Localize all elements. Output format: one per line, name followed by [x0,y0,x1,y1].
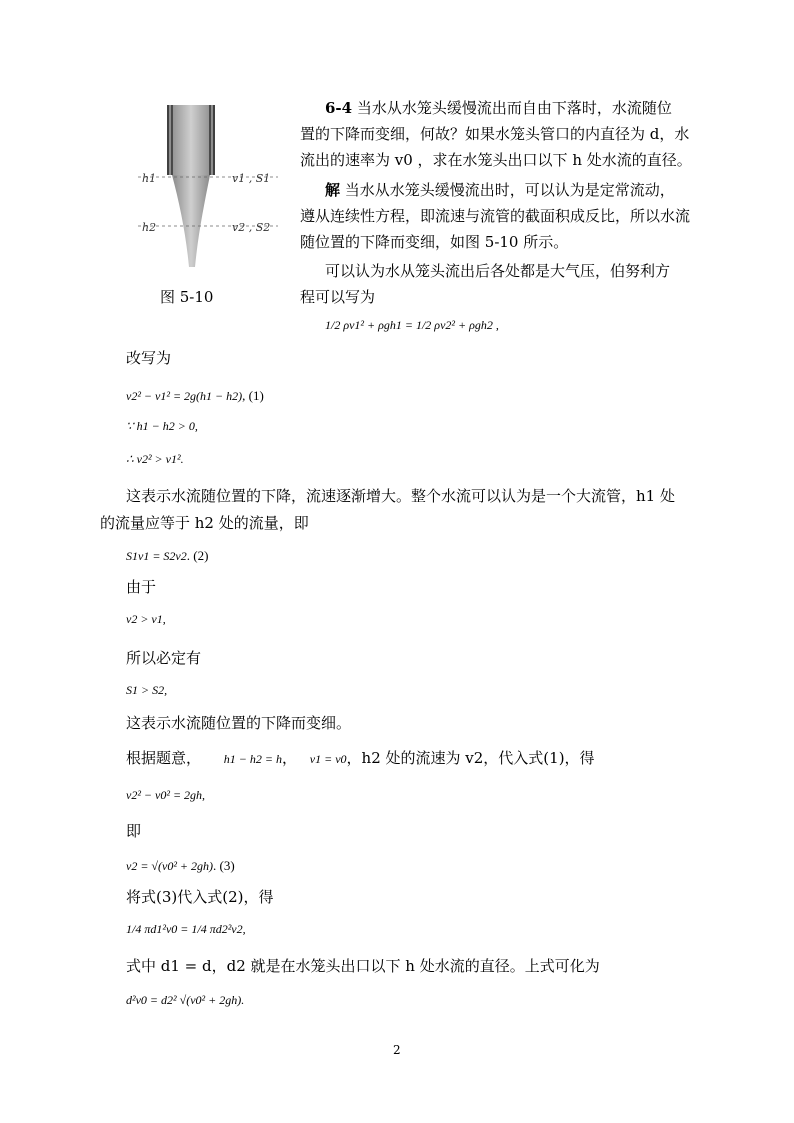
namely-text: 即 [126,822,142,840]
given-h: h1 − h2 = h [223,752,282,766]
equation-3-label: . (3) [213,858,235,873]
label-v1-s1: v1 , S1 [232,172,271,185]
given-v: v1 = v0 [309,752,347,766]
label-h2: h2 [142,221,157,234]
text-a-line-1: 这表示水流随位置的下降，流速逐渐增大。整个水流可以认为是一个大流管，h1 处 [126,487,675,505]
given-comma: ， [282,749,298,767]
area-equation [126,922,246,936]
solution-line-1 [325,177,675,203]
solution-line-5: 程可以写为 [300,288,376,306]
therefore-body: ∴ v2² > v1² [126,452,181,466]
solution-label: 解 [325,181,341,199]
equation-2-label: . (2) [186,548,209,563]
bernoulli-equation: 1/2 ρv1² + ρgh1 = 1/2 ρv2² + ρgh2 , [325,318,499,332]
inequality-s [126,683,167,697]
water-stream [172,175,210,267]
problem-line-2: 置的下降而变细，何故？如果水笼头管口的内直径为 d，水 [300,125,690,143]
equation-1 [126,388,264,404]
substitute-text: 将式(3)代入式(2)，得 [126,888,274,906]
given-line [126,745,595,772]
label-v2-s2: v2 , S2 [232,221,271,234]
because-line: ∵ h1 − h2 > 0, [126,419,198,433]
therefore-line [126,452,184,466]
problem-text-1: 当水从水笼头缓慢流出而自由下落时，水流随位 [356,99,672,117]
area-equation-body: 1/4 πd1²v0 = 1/4 πd2²v2 [126,922,243,936]
faucet-tube [169,105,213,175]
rewrite-text: 改写为 [126,349,172,367]
label-h1: h1 [142,172,157,185]
equation-1-label: , (1) [242,388,264,403]
text-b: 这表示水流随位置的下降而变细。 [126,714,352,732]
problem-line-3: 流出的速率为 v0 ，求在水笼头出口以下 h 处水流的直径。 [300,151,692,169]
equation-2 [126,548,208,564]
therefore-end: . [180,452,184,466]
inequality-v [126,612,166,626]
solution-text-1: 当水从水笼头缓慢流出时，可以认为是定常流动， [344,181,675,199]
equation-3 [126,858,235,874]
equation-1-body: v2² − v1² = 2g(h1 − h2) [126,389,243,403]
inequality-v-body: v2 > v1 [126,612,163,626]
equation-v2-end: , [202,788,206,802]
final-equation [126,993,244,1007]
given-suffix: ，h2 处的流速为 v2，代入式(1)，得 [346,749,595,767]
equation-2-body: S1v1 = S2v2 [126,549,187,563]
solution-line-3: 随位置的下降而变细，如图 5-10 所示。 [300,233,569,251]
figure-caption: 图 5-10 [160,288,214,306]
problem-number: 6-4 [325,99,353,117]
so-text: 所以必定有 [126,649,202,667]
where-text: 式中 d1 = d，d2 就是在水笼头出口以下 h 处水流的直径。上式可化为 [126,957,600,975]
inequality-s-body: S1 > S2 [126,683,165,697]
since-text: 由于 [126,578,157,596]
final-equation-body: d²v0 = d2² √(v0² + 2gh) [126,993,242,1007]
equation-v2 [126,788,205,802]
equation-3-body: v2 = √(v0² + 2gh) [126,859,214,873]
given-prefix: 根据题意， [126,749,202,767]
page-number: 2 [393,1043,401,1057]
text-a-line-2: 的流量应等于 h2 处的流量，即 [100,514,309,532]
final-equation-end: . [241,993,245,1007]
faucet-stream-figure [138,105,278,275]
solution-line-2: 遵从连续性方程，即流速与流管的截面积成反比，所以水流 [300,207,691,225]
problem-line-1 [325,95,672,121]
equation-v2-body: v2² − v0² = 2gh [126,788,203,802]
solution-line-4: 可以认为水从笼头流出后各处都是大气压，伯努利方 [325,262,671,280]
area-equation-end: , [242,922,246,936]
inequality-v-end: , [162,612,166,626]
inequality-s-end: , [164,683,168,697]
